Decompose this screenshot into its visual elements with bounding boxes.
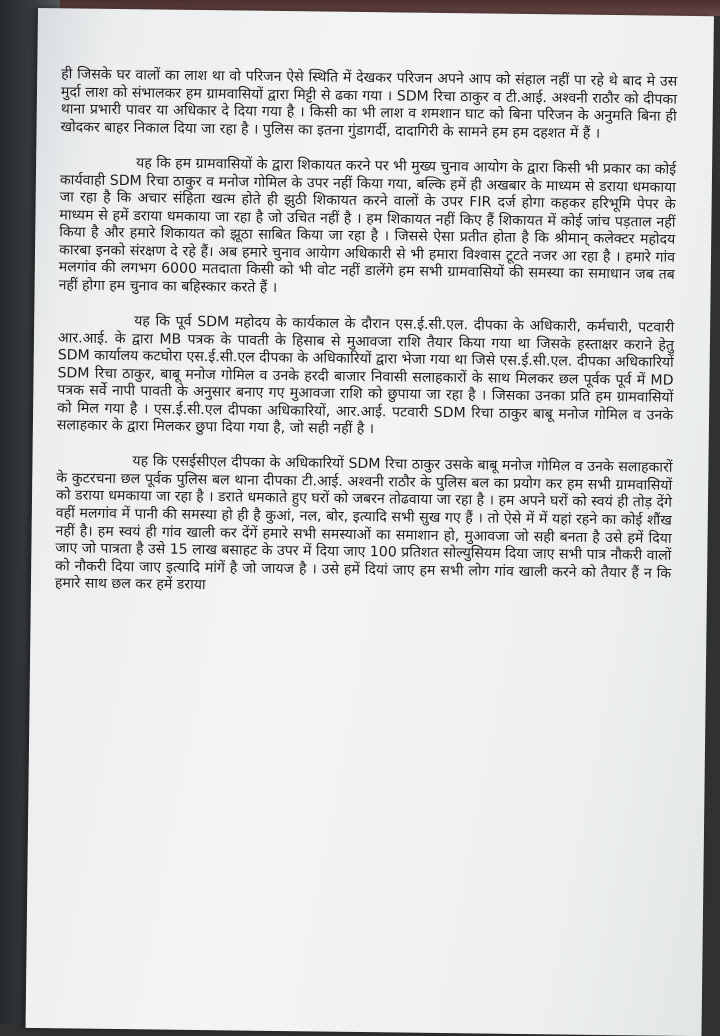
paragraph-1: ही जिसके घर वालों का लाश था वो परिजन ऐसे स्थिति में देखकर परिजन अपने आप को संहाल नहीं पा रहे थे बाद मे उस मुर्दा लाश को संभालकर हम ग्रामवासियों द्वारा मिट्टी से ढका गया । SDM रिचा ठाकुर व टी.आई. अश्वनी राठौर को दीपका थाना प्रभारी पावर या अधिकार दे दिया गया है । किसी का भी लाश व शमशान घाट को बिना परिजन के अनुमति बिना ही खोदकर बाहर निकाल दिया जा रहा है । पुलिस का इतना गुंडागर्दी, दादागिरी के सामने हम हम दहशत में हैं । <box>60 66 678 142</box>
document-body <box>55 66 678 618</box>
document-page <box>26 8 714 1036</box>
paragraph-4: यह कि एसईसीएल दीपका के अधिकारियों SDM रिचा ठाकुर उसके बाबू मनोज गोमिल व उनके सलाहकारों के कुटरचना छल पूर्वक पुलिस बल थाना दीपका टी.आई. अश्वनी राठौर के पुलिस बल का प्रयोग कर हम सभी ग्रामवासियों को डराया धमकाया जा रहा है । डराते धमकाते हुए घरों को जबरन तोढवाया जा रहा है । हम अपने घरों को स्वयं ही तोड़ देंगे वहीं मलगांव में पानी की समस्या हो ही है कुआं, नल, बोर, इत्यादि सभी सुख गए हैं । तो ऐसे में में यहां रहने का कोई शौंख नहीं है। हम स्वयं ही गांव खाली कर देंगें हमारे सभी समस्याओं का समाशान हो, मुआवजा जो सही बनता है उसे हमें दिया जाए जो पात्रता है उसे 15 लाख बसाहट के उपर में दिया जाए 100 प्रतिशत सोल्युसियम दिया जाए सभी पात्र नौकरी वालों को नौकरी दिया जाए इत्यादि मांगें है जो जायज है । उसे हमें दियां जाए हम सभी लोग गांव खाली करने को तैयार हैं न कि हमारे साथ छल कर हमें डराया <box>54 453 673 594</box>
paragraph-3: यह कि पूर्व SDM महोदय के कार्यकाल के दौरान एस.ई.सी.एल. दीपका के अधिकारी, कर्मचारी, पटवारी आर.आई. के द्वारा MB पत्रक के पावती के हिसाब से मुआवजा राशि तैयार किया गया था जिसके हस्ताक्षर कराने हेतु SDM कार्यालय कटघोरा एस.ई.सी.एल दीपका के अधिकारियों द्वारा भेजा गया था जिसे एस.ई.सी.एल. दीपका अधिकारियों SDM रिचा ठाकुर, बाबू मनोज गोमिल व उनके हरदी बाजार निवासी सलाहकारों के साथ मिलकर छल पूर्वक पूर्व में MD पत्रक सर्वे नापी पावती के अनुसार बनाए गए मुआवजा राशि को छुपाया जा रहा है । जिसका उनका प्रति हम ग्रामवासियों को मिल गया है । एस.ई.सी.एल दीपका अधिकारियों, आर.आई. पटवारी SDM रिचा ठाकुर बाबू मनोज गोमिल व उनके सलाहकार के द्वारा मिलकर छुपा दिया गया है, जो सही नहीं है । <box>56 313 675 438</box>
paragraph-2: यह कि हम ग्रामवासियों के द्वारा शिकायत करने पर भी मुख्य चुनाव आयोग के द्वारा किसी भी प्रकार का कोई कार्यवाही SDM रिचा ठाकुर व मनोज गोमिल के उपर नहीं किया गया, बल्कि हमें ही अखबार के माध्यम से डराया धमकाया जा रहा है कि अचार संहिता खत्म होते ही झुठी शिकायत करने वालों के उपर FIR दर्ज होगा कहकर हरिभूमि पेपर के माध्यम से हमें डराया धमकाया जा रहा है जो उचित नहीं है । हम शिकायत नहीं किए हैं शिकायत में कोई जांच पड़ताल नहीं किया है और हमारे शिकायत को झूठा साबित किया जा रहा है । जिससे ऐसा प्रतीत होता है कि श्रीमान् कलेक्टर महोदय कारबा इनको संरक्षण दे रहे हैं। अब हमारे चुनाव आयेाग अधिकारी से भी हमारा विश्वास टूटते नजर आ रहा है । हमारे गांव मलगांव की लगभग 6000 मतदाता किसी को भी वोट नहीं डालेंगे हम सभी ग्रामवासियों की समस्या का समाधान जब तब नहीं होगा हम चुनाव का बहिस्कार करते हैं । <box>58 155 677 296</box>
